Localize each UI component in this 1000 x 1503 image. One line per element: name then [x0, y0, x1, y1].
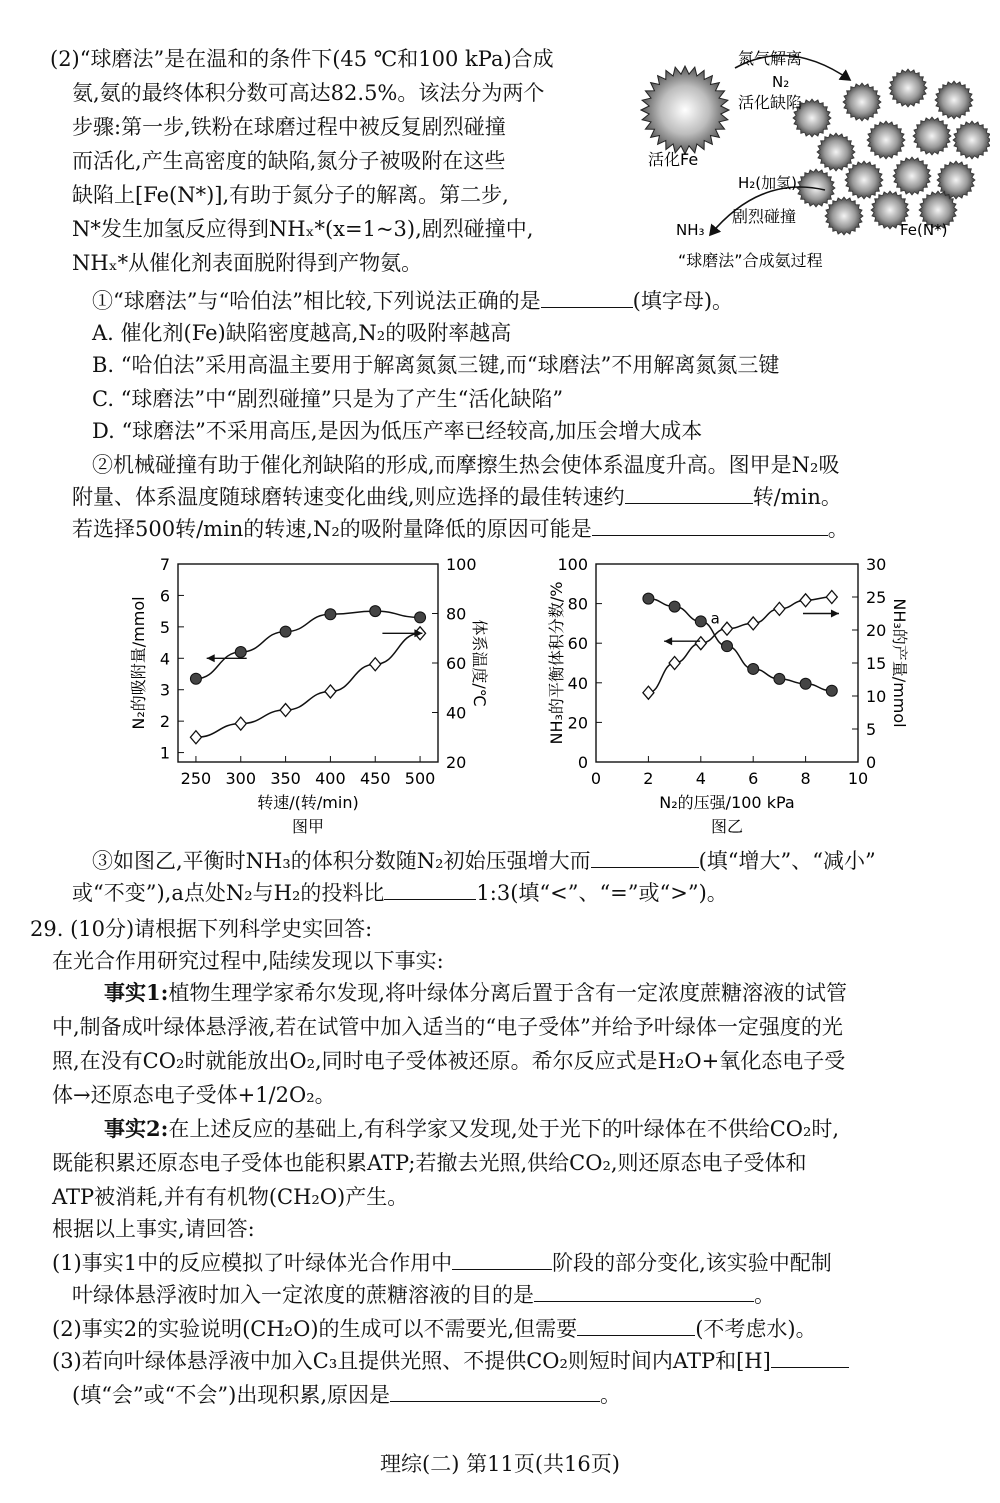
data-point-diamond [722, 622, 733, 635]
fe-n-particle [935, 81, 973, 119]
data-point-diamond [643, 686, 654, 699]
answer-blank-1[interactable] [541, 287, 633, 308]
fact1-line-4: 体→还原态电子受体+1/2O₂。 [52, 1083, 336, 1107]
y-left-tick-label: 40 [567, 673, 588, 693]
label-n2: N₂ [772, 73, 790, 91]
y-left-tick-label: 80 [567, 594, 588, 614]
y-right-axis-label: 体系温度/℃ [470, 619, 489, 707]
x-tick-label: 400 [315, 769, 346, 788]
data-point-diamond [826, 591, 837, 604]
y-right-tick-label: 10 [866, 687, 887, 706]
plot-frame [596, 564, 858, 762]
sub2-line-2-text: 附量、体系温度随球磨转速变化曲线,则应选择的最佳转速约 [72, 485, 625, 509]
q2-text: (2)事实2的实验说明(CH₂O)的生成可以不需要光,但需要 [52, 1317, 578, 1341]
q2-tail: (不考虑水)。 [695, 1317, 817, 1341]
option-a: A. 催化剂(Fe)缺陷密度越高,N₂的吸附率越高 [92, 321, 512, 345]
x-tick-label: 0 [590, 769, 602, 788]
option-b: B. “哈伯法”采用高温主要用于解离氮氮三键,而“球磨法”不用解离氮氮三键 [92, 353, 780, 377]
y-left-tick-label: 2 [159, 712, 170, 732]
diagram-caption: “球磨法”合成氨过程 [678, 251, 823, 270]
chart-yi [540, 552, 970, 842]
page-footer: 理综(二) 第11页(共16页) [380, 1452, 620, 1476]
y-right-tick-label: 20 [866, 621, 887, 640]
left-axis-arrowhead [664, 637, 672, 645]
y-left-tick-label: 1 [159, 743, 170, 763]
q29-lead: 在光合作用研究过程中,陆续发现以下事实: [52, 949, 444, 973]
x-axis-label: N₂的压强/100 kPa [659, 793, 795, 812]
y-left-tick-label: 6 [159, 586, 170, 606]
fe-n-particle [893, 157, 931, 195]
sub3-line-2 [72, 878, 728, 908]
q29-q1-line-1 [52, 1248, 832, 1278]
y-right-tick-label: 20 [446, 753, 467, 772]
q1-line-1-text: (1)事实1中的反应模拟了叶绿体光合作用中 [52, 1251, 453, 1275]
q29-q1-line-2 [72, 1280, 775, 1310]
data-point-circle [722, 641, 733, 652]
fe-n-particle [889, 69, 927, 107]
answer-blank-4[interactable] [591, 847, 699, 868]
data-point-circle [235, 647, 246, 658]
y-left-tick-label: 3 [159, 680, 170, 700]
sub3-line-2-text: 或“不变”),a点处N₂与H₂的投料比 [72, 881, 385, 905]
answer-blank-9[interactable] [771, 1347, 849, 1368]
data-point-circle [190, 673, 201, 684]
series-line [196, 611, 420, 679]
ball-milling-diagram [640, 40, 990, 276]
data-point-diamond [235, 717, 246, 730]
y-left-axis-label: NH₃的平衡体积分数/% [547, 581, 566, 745]
label-h2: H₂(加氢) [738, 174, 797, 192]
data-point-diamond [370, 658, 381, 671]
data-point-circle [643, 593, 654, 604]
intro-line-6: N*发生加氢反应得到NHₓ*(x=1~3),剧烈碰撞中, [72, 217, 534, 241]
x-tick-label: 2 [643, 769, 654, 788]
data-point-circle [280, 626, 291, 637]
answer-blank-5[interactable] [384, 879, 476, 900]
intro-line-4: 而活化,产生高密度的缺陷,氮分子被吸附在这些 [72, 149, 506, 173]
label-dissociation: 氮气解离 [738, 49, 803, 68]
chart-jia [120, 552, 520, 842]
y-right-tick-label: 60 [446, 654, 467, 673]
q3-line-2-text: (填“会”或“不会”)出现积累,原因是 [72, 1383, 391, 1407]
fe-n-particle [843, 83, 881, 121]
data-point-diamond [695, 637, 706, 650]
q29-ask: 根据以上事实,请回答: [52, 1217, 255, 1241]
fact1-line-2: 中,制备成叶绿体悬浮液,若在试管中加入适当的“电子受体”并给予叶绿体一定强度的光 [52, 1015, 843, 1039]
answer-blank-10[interactable] [390, 1381, 600, 1402]
data-point-circle [370, 606, 381, 617]
x-tick-label: 8 [800, 769, 811, 788]
sub2-line-2 [72, 482, 842, 512]
data-point-circle [325, 609, 336, 620]
fact1-label: 事实1: [104, 980, 169, 1005]
activated-fe-particle [641, 66, 729, 154]
fact2-line-1 [104, 1114, 839, 1144]
option-c: C. “球磨法”中“剧烈碰撞”只是为了产生“活化缺陷” [92, 387, 564, 411]
y-left-tick-label: 60 [567, 634, 588, 654]
y-right-tick-label: 5 [866, 720, 877, 739]
fe-n-particle [913, 117, 951, 155]
y-right-tick-label: 40 [446, 703, 467, 723]
x-tick-label: 250 [180, 769, 212, 788]
fe-n-particle [845, 161, 883, 199]
q29-head: 29. (10分)请根据下列科学史实回答: [30, 917, 373, 941]
sub3-line-1 [92, 846, 876, 876]
chart-caption: 图乙 [710, 817, 744, 836]
y-right-tick-label: 25 [866, 588, 887, 607]
q1-line-2-text: 叶绿体悬浮液时加入一定浓度的蔗糖溶液的目的是 [72, 1283, 534, 1307]
intro-line-2: 氨,氨的最终体积分数可高达82.5%。该法分为两个 [72, 81, 545, 105]
label-active-fe: 活化Fe [648, 150, 699, 169]
data-point-diamond [325, 685, 336, 698]
sub2-line-2-unit: 转/min。 [752, 485, 842, 509]
x-tick-label: 350 [270, 769, 301, 788]
y-left-tick-label: 0 [577, 753, 588, 772]
data-point-diamond [190, 731, 201, 744]
x-tick-label: 500 [404, 769, 436, 788]
y-left-tick-label: 20 [567, 713, 588, 733]
fact2-line-1-text: 在上述反应的基础上,有科学家又发现,处于光下的叶绿体在不供给CO₂时, [168, 1117, 840, 1141]
q3-line-2-end: 。 [600, 1383, 622, 1407]
y-right-axis-label: NH₃的产量/mmol [890, 598, 909, 728]
x-tick-label: 300 [225, 769, 257, 788]
data-point-diamond [774, 602, 785, 615]
series-line [196, 633, 420, 737]
y-right-tick-label: 100 [446, 555, 477, 574]
y-right-tick-label: 0 [866, 753, 877, 772]
y-left-tick-label: 7 [159, 555, 170, 574]
answer-blank-6[interactable] [452, 1249, 552, 1270]
series-line [648, 599, 831, 691]
q1-line-2-end: 。 [754, 1283, 775, 1307]
data-point-diamond [800, 594, 811, 607]
q29-q3-line-1 [52, 1346, 849, 1376]
data-point-circle [826, 685, 837, 696]
sub3-line-1-text: ③如图乙,平衡时NH₃的体积分数随N₂初始压强增大而 [92, 849, 591, 873]
fact2-label: 事实2: [104, 1116, 169, 1141]
option-d: D. “球磨法”不采用高压,是因为低压产率已经较高,加压会增大成本 [92, 419, 703, 443]
intro-line-5: 缺陷上[Fe(N*)],有助于氮分子的解离。第二步, [72, 183, 509, 207]
data-point-diamond [280, 704, 291, 717]
sub3-line-2-tail: 1:3(填“<”、“=”或“>”)。 [476, 881, 728, 905]
x-axis-label: 转速/(转/min) [257, 793, 359, 812]
sub2-line-3 [72, 514, 849, 544]
fact1-line-3: 照,在没有CO₂时就能放出O₂,同时电子受体被还原。希尔反应式是H₂O+氧化态电子受 [52, 1049, 846, 1073]
plot-frame [178, 564, 438, 762]
chart-caption: 图甲 [291, 817, 325, 836]
label-nh3: NH₃ [676, 221, 705, 239]
q29-q2 [52, 1314, 817, 1344]
x-tick-label: 6 [748, 769, 759, 788]
y-left-axis-label: N₂的吸附量/mmol [129, 596, 148, 730]
x-tick-label: 450 [359, 769, 391, 788]
y-left-tick-label: 4 [159, 649, 170, 669]
fe-n-particle-cluster [793, 69, 990, 235]
data-point-diamond [669, 657, 680, 670]
fe-n-particle [825, 197, 863, 235]
data-point-circle [748, 663, 759, 674]
intro-line-1: (2)“球磨法”是在温和的条件下(45 ℃和100 kPa)合成 [50, 47, 554, 71]
label-fe-n: Fe(N*) [900, 221, 948, 239]
data-point-circle [695, 616, 706, 627]
answer-blank-3[interactable] [592, 515, 828, 536]
intro-line-7: NHₓ*从催化剂表面脱附得到产物氨。 [72, 251, 423, 275]
sub2-line-3-text: 若选择500转/min的转速,N₂的吸附量降低的原因可能是 [72, 517, 592, 541]
sub1-stem-text: ①“球磨法”与“哈伯法”相比较,下列说法正确的是 [92, 289, 541, 313]
y-right-tick-label: 80 [446, 604, 467, 624]
sub2-line-1: ②机械碰撞有助于催化剂缺陷的形成,而摩擦生热会使体系温度升高。图甲是N₂吸 [92, 453, 840, 477]
q3-line-1-text: (3)若向叶绿体悬浮液中加入C₃且提供光照、不提供CO₂则短时间内ATP和[H] [52, 1349, 771, 1373]
fact2-line-2: 既能积累还原态电子受体也能积累ATP;若撤去光照,供给CO₂,则还原态电子受体和 [52, 1151, 807, 1175]
fact1-line-1 [104, 978, 847, 1008]
fact1-line-1-text: 植物生理学家希尔发现,将叶绿体分离后置于含有一定浓度蔗糖溶液的试管 [168, 981, 848, 1005]
right-axis-arrowhead [831, 610, 839, 618]
sub2-line-3-end: 。 [827, 517, 849, 541]
sub1-stem [92, 286, 733, 316]
point-a-label: a [710, 609, 720, 628]
y-left-tick-label: 5 [159, 617, 170, 637]
data-point-circle [415, 612, 426, 623]
sub1-tail: (填字母)。 [632, 289, 734, 313]
label-collision: 剧烈碰撞 [732, 207, 797, 226]
fe-n-particle [817, 133, 855, 171]
fact2-line-3: ATP被消耗,并有有机物(CH₂O)产生。 [52, 1185, 409, 1209]
data-point-circle [669, 601, 680, 612]
spiky-particle [641, 66, 729, 154]
answer-blank-8[interactable] [577, 1315, 695, 1336]
y-right-tick-label: 30 [866, 555, 887, 574]
fe-n-particle [867, 121, 905, 159]
fe-n-particle [953, 121, 990, 159]
x-tick-label: 4 [695, 769, 706, 788]
data-point-circle [800, 678, 811, 689]
y-right-tick-label: 15 [866, 654, 887, 673]
q1-line-1-tail: 阶段的部分变化,该实验中配制 [552, 1251, 832, 1275]
intro-line-3: 步骤:第一步,铁粉在球磨过程中被反复剧烈碰撞 [72, 115, 506, 139]
left-axis-arrowhead [207, 654, 215, 662]
answer-blank-7[interactable] [534, 1281, 754, 1302]
y-left-tick-label: 100 [557, 555, 588, 574]
q29-q3-line-2 [72, 1380, 621, 1410]
data-point-diamond [748, 617, 759, 630]
x-tick-label: 10 [847, 769, 869, 788]
answer-blank-2[interactable] [625, 483, 753, 504]
data-point-circle [774, 673, 785, 684]
label-activate: 活化缺陷 [738, 93, 803, 112]
sub3-line-1-tail: (填“增大”、“减小” [698, 849, 876, 873]
